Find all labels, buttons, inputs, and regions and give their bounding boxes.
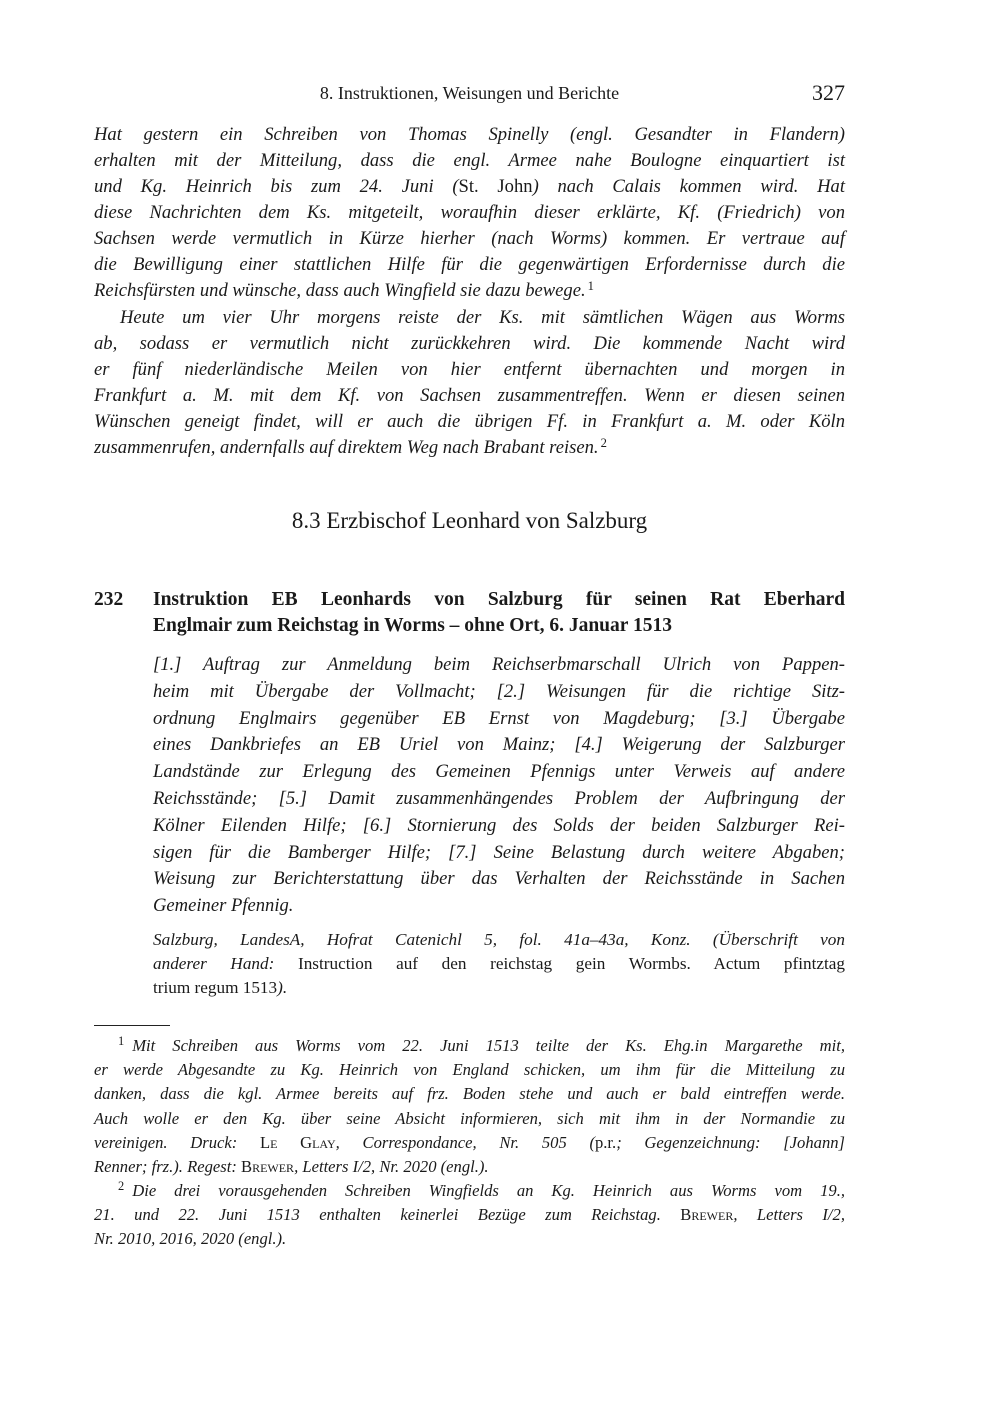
text-span: Die drei vorausgehenden Schreiben Wingfields an Kg. Heinrich aus Worms vom 19.,	[132, 1181, 845, 1200]
text-line: erhalten mit der Mitteilung, dass die engl. Armee nahe Boulogne einquartiert ist	[94, 150, 845, 171]
text-line: Frankfurt a. M. mit dem Kf. von Sachsen zusammentreffen. Wenn er diesen seinen	[94, 385, 845, 406]
paragraph-2	[94, 305, 845, 461]
text-span: trium regum 1513	[153, 978, 278, 997]
page-number: 327	[812, 80, 845, 105]
text-line: ab, sodass er vermutlich nicht zurückkehren wird. Die kommende Nacht wird	[94, 333, 845, 354]
text-span: Brewer	[241, 1156, 295, 1176]
text-line: Sachsen werde vermutlich in Kürze hierher (nach Worms) kommen. Er vertraue auf	[94, 228, 845, 249]
running-header	[94, 80, 845, 108]
text-line: Kölner Eilenden Hilfe; [6.] Stornierung des Solds der beiden Salzburger Rei-	[153, 814, 845, 836]
text-line: er werde Abgesandte zu Kg. Heinrich von England schicken, um ihm für die Mitteilung zu	[94, 1060, 845, 1080]
entry-number: 232	[94, 589, 124, 610]
text-line: Hat gestern ein Schreiben von Thomas Spinelly (engl. Gesandter in Flandern)	[94, 124, 845, 145]
text-line	[94, 278, 845, 304]
text-line: die Bewilligung einer stattlichen Hilfe für die gegenwärtigen Erfordernisse durch die	[94, 254, 845, 275]
footnote-number: 1	[118, 1034, 125, 1049]
text-span: 21. und 22. Juni 1513 enthalten keinerlei Bezüge zum Reichstag.	[94, 1205, 681, 1225]
text-line: er fünf niederländische Meilen von hier entfernt übernachten und morgen in	[94, 359, 845, 380]
running-title: 8. Instruktionen, Weisungen und Berichte	[319, 83, 620, 103]
text-line: danken, dass die kgl. Armee bereits auf frz. Boden stehe und auch er bald eintreffen werde.	[94, 1084, 845, 1104]
text-span: Mit Schreiben aus Worms vom 22. Juni 1513 teilte der Ks. Ehg.in Margarethe mit,	[132, 1036, 845, 1055]
text-span: , Correspondance, Nr. 505 (	[335, 1132, 595, 1152]
text-line: eines Dankbriefes an EB Uriel von Mainz; [4.] Weigerung der Salzburger	[153, 734, 845, 756]
text-line: Nr. 2010, 2016, 2020 (engl.).	[94, 1229, 287, 1249]
text-span: Renner; frz.). Regest:	[94, 1156, 241, 1176]
text-span: ).	[277, 978, 288, 997]
text-line: sigen für die Bamberger Hilfe; [7.] Seine Belastung durch weitere Abgaben;	[153, 841, 845, 863]
footnote-1	[94, 1034, 845, 1179]
text-line: Auch wolle er den Kg. über seine Absicht informieren, sich mit ihm in der Normandie zu	[94, 1108, 845, 1128]
text-line: Englmair zum Reichstag in Worms – ohne Ort, 6. Januar 1513	[153, 615, 672, 636]
text-line: Reichsstände; [5.] Damit zusammenhängendes Problem der Aufbringung der	[153, 787, 845, 809]
text-span: vereinigen. Druck:	[94, 1132, 260, 1152]
text-line: diese Nachrichten dem Ks. mitgeteilt, woraufhin dieser erklärte, Kf. (Friedrich) von	[94, 202, 845, 223]
text-span: St. John	[458, 176, 533, 197]
text-line: Wünschen geneigt findet, will er auch die übrigen Ff. in Frankfurt a. M. oder Köln	[94, 411, 845, 432]
text-line: Salzburg, LandesA, Hofrat Catenichl 5, fol. 41a–43a, Konz. (Überschrift von	[153, 930, 845, 949]
text-span: ; Gegenzeichnung: [Johann]	[616, 1132, 845, 1152]
text-line: Instruktion EB Leonhards von Salzburg für seinen Rat Eberhard	[153, 589, 845, 610]
footnote-ref: 1	[587, 278, 594, 293]
section-heading: 8.3 Erzbischof Leonhard von Salzburg	[291, 508, 648, 533]
text-span: ) nach Calais kommen wird. Hat	[532, 176, 846, 197]
footnote-number: 2	[118, 1179, 125, 1194]
text-line	[94, 1179, 845, 1203]
paragraph-1	[94, 122, 845, 304]
text-line: Gemeiner Pfennig.	[153, 895, 294, 917]
text-span: , Letters I/2, Nr. 2020 (engl.).	[294, 1156, 489, 1176]
text-span: anderer Hand:	[153, 954, 298, 973]
text-line	[94, 435, 845, 461]
text-line	[94, 1155, 845, 1179]
footnote-2	[94, 1179, 845, 1252]
text-span: p.r.	[594, 1132, 617, 1152]
text-span: Instruction auf den reichstag gein Wormbs. Actum pfintztag	[297, 954, 845, 973]
entry-summary	[153, 652, 845, 920]
entry-source	[153, 928, 845, 1000]
footnote-rule	[94, 1025, 170, 1026]
text-line	[94, 1131, 845, 1155]
footnote-ref: 2	[600, 435, 607, 450]
text-span: , Letters I/2,	[733, 1205, 845, 1225]
text-line	[94, 174, 845, 200]
text-line: Heute um vier Uhr morgens reiste der Ks. mit sämtlichen Wägen aus Worms	[120, 307, 845, 328]
text-line: heim mit Übergabe der Vollmacht; [2.] Weisungen für die richtige Sitz-	[153, 680, 845, 702]
text-span: Brewer	[680, 1205, 734, 1225]
text-span: Reichsfürsten und wünsche, dass auch Wingfield sie dazu bewege.	[94, 280, 586, 301]
text-line: Landstände zur Erlegung des Gemeinen Pfennigs unter Verweis auf andere	[153, 761, 845, 783]
text-line	[94, 1203, 845, 1227]
text-line: ordnung Englmairs gegenüber EB Ernst von Magdeburg; [3.] Übergabe	[153, 707, 845, 729]
text-line	[153, 976, 845, 1000]
text-line	[153, 952, 845, 976]
text-line: [1.] Auftrag zur Anmeldung beim Reichserbmarschall Ulrich von Pappen-	[153, 654, 845, 675]
text-span: zusammenrufen, andernfalls auf direktem Weg nach Brabant reisen.	[94, 437, 599, 458]
text-line	[94, 1034, 845, 1058]
text-line: Weisung zur Berichterstattung über das Verhalten der Reichsstände in Sachen	[153, 868, 845, 890]
text-span: Le Glay	[259, 1132, 336, 1152]
text-span: und Kg. Heinrich bis zum 24. Juni (	[94, 176, 459, 197]
entry-title	[153, 587, 845, 639]
